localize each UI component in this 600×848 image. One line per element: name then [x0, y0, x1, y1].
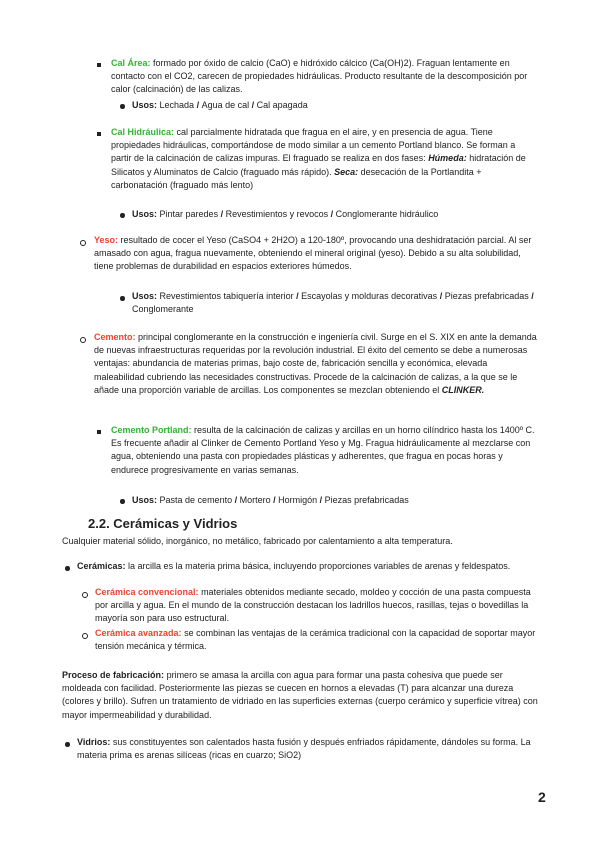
ceramicas-paragraph	[77, 560, 539, 573]
square-bullet-icon	[97, 430, 101, 434]
seca-text: desecación de la Portlandita + carbonatación (fraguado más lento)	[111, 166, 482, 190]
ring-bullet-icon	[80, 337, 86, 343]
avanzada-text: se combinan las ventajas de la cerámica tradicional con la capacidad de soportar mayor tensión mecánica y térmica.	[95, 628, 536, 652]
cal-hidraulica-paragraph	[111, 126, 536, 192]
proceso-term: Proceso de fabricación:	[62, 670, 165, 680]
vidrios-term: Vidrios:	[77, 737, 111, 747]
cal-hidraulica-usos: Usos: Pintar paredes / Revestimientos y revocos / Conglomerante hidráulico	[132, 209, 439, 219]
yeso-term: Yeso:	[94, 235, 119, 245]
square-bullet-icon	[97, 63, 101, 67]
cal-area-term: Cal Área:	[111, 58, 151, 68]
cal-area-usos: Usos: Lechada / Agua de cal / Cal apagada	[132, 100, 308, 110]
ceramicas-text: la arcilla es la materia prima básica, incluyendo proporciones variables de arenas y feldespatos.	[128, 561, 511, 571]
cal-hidraulica-text: cal parcialmente hidratada que fragua en el aire, y en presencia de agua. Tiene propiedades hidráulicas, comportándose de modo similar a un cemento Portland blanco. Se forman a partir de la calcinación de calizas impuras. El fraguado se realiza en dos fases:	[111, 127, 516, 164]
yeso-text: resultado de cocer el Yeso (CaSO4 + 2H2O) a 120-180º, provocando una deshidratación parcial. Al ser amasado con agua, fragua nuevamente, obteniendo el mineral original (yeso). Debido a su alta solubilidad, tiene problemas de durabilidad en espacios exteriores húmedos.	[94, 235, 532, 272]
dot-bullet-icon	[120, 213, 125, 218]
clinker-term: CLINKER.	[441, 384, 485, 395]
ring-bullet-icon	[82, 592, 88, 598]
portland-text: resulta de la calcinación de calizas y arcillas en un horno cilíndrico hasta los 1400º C. Es frecuente añadir al Clinker de Cemento Portland Yeso y Mg. Fragua hidráulicamente al mezclarse con agua, obteniendo una pasta con propiedades plásticas y adherentes, que fragua en pocas horas y endurece progresivamente en varias semanas.	[111, 425, 535, 475]
usos-label: Usos:	[132, 209, 158, 219]
page-number: 2	[538, 789, 546, 805]
dot-bullet-icon	[120, 499, 125, 504]
uso-item: Cal apagada	[256, 100, 308, 110]
cal-hidraulica-term: Cal Hidráulica:	[111, 127, 175, 137]
portland-usos: Usos: Pasta de cemento / Mortero / Hormigón / Piezas prefabricadas	[132, 495, 409, 505]
cemento-term: Cemento:	[94, 332, 136, 342]
ring-bullet-icon	[80, 240, 86, 246]
vidrios-paragraph	[77, 736, 539, 762]
section-heading: 2.2. Cerámicas y Vidrios	[88, 516, 238, 531]
dot-bullet-icon	[120, 104, 125, 109]
uso-item: Piezas prefabricadas	[324, 495, 409, 505]
dot-bullet-icon	[120, 296, 125, 301]
seca-label: Seca:	[334, 166, 359, 177]
humeda-label: Húmeda:	[428, 153, 467, 164]
uso-item: Conglomerante hidráulico	[335, 209, 439, 219]
cemento-text: principal conglomerante en la construcción e ingeniería civil. Surge en el S. XIX en ante la demanda de nuevas infraestructuras requeridas por la revolución industrial. El éxito del cemento se debe a numerosas ventajas: abundancia de materias primas, bajo coste de, fabricación sencilla y económica, elevada maleabilidad cubriendo las necesidades constructivas. Procede de la calcinación de calizas, a la que se le añade una proporción variable de arcillas. Los componentes se mezclan obteniendo el	[94, 332, 537, 395]
usos-label: Usos:	[132, 495, 158, 505]
ceramica-avanzada	[95, 627, 540, 653]
convencional-term: Cerámica convencional:	[95, 587, 199, 597]
convencional-text: materiales obtenidos mediante secado, moldeo y cocción de una pasta compuesta por arcilla y agua. En el mundo de la construcción destacan los ladrillos huecos, rasillas, tejas o bovedillas la mayoría son para uso estructural.	[95, 587, 531, 624]
uso-item: Mortero	[239, 495, 271, 505]
usos-label: Usos:	[132, 291, 158, 301]
usos-label: Usos:	[132, 100, 158, 110]
yeso-paragraph	[94, 234, 539, 274]
vidrios-text: sus constituyentes son calentados hasta fusión y después enfriados rápidamente, dándoles su forma. La materia prima es arenas silíceas (ricas en cuarzo; SiO2)	[77, 737, 531, 761]
cemento-paragraph	[94, 331, 539, 397]
uso-item: Escayolas y molduras decorativas	[301, 291, 438, 301]
ceramicas-term: Cerámicas:	[77, 561, 126, 571]
cal-area-text: formado por óxido de calcio (CaO) e hidróxido cálcico (Ca(OH)2). Fraguan lentamente en contacto con el CO2, carecen de propiedades hidráulicas. Producto resultante de la descomposición por calor (calcinación) de las calizas.	[111, 58, 528, 95]
humeda-text: hidratación de Silicatos y Aluminatos de Calcio (fraguado más rápido).	[111, 153, 526, 177]
avanzada-term: Cerámica avanzada:	[95, 628, 182, 638]
yeso-usos: Usos: Revestimientos tabiquería interior / Escayolas y molduras decorativas / Piezas prefabricadas / Conglomerante	[132, 291, 534, 315]
uso-item: Lechada	[159, 100, 195, 110]
dot-bullet-icon	[65, 742, 70, 747]
uso-item: Revestimientos y revocos	[225, 209, 329, 219]
uso-item: Agua de cal	[201, 100, 250, 110]
ring-bullet-icon	[82, 633, 88, 639]
section-intro: Cualquier material sólido, inorgánico, no metálico, fabricado por calentamiento a alta temperatura.	[62, 536, 453, 546]
portland-term: Cemento Portland:	[111, 425, 192, 435]
cal-area-paragraph	[111, 57, 531, 97]
square-bullet-icon	[97, 132, 101, 136]
uso-item: Conglomerante	[132, 304, 194, 315]
uso-item: Pintar paredes	[159, 209, 219, 219]
portland-paragraph	[111, 424, 539, 477]
proceso-text: primero se amasa la arcilla con agua para formar una pasta cohesiva que puede ser moldeada con facilidad. Posteriormente las piezas se cuecen en hornos a elevadas (T) para alcanzar una dureza (colores y brillo). Sufren un tratamiento de vidriado en las superficies externas (cuerpo cerámico y superficie vítrea) con mayor impermeabilidad y durabilidad.	[62, 670, 538, 720]
ceramica-convencional	[95, 586, 540, 626]
uso-item: Piezas prefabricadas	[444, 291, 529, 301]
uso-item: Revestimientos tabiquería interior	[159, 291, 294, 301]
dot-bullet-icon	[65, 566, 70, 571]
uso-item: Hormigón	[278, 495, 318, 505]
uso-item: Pasta de cemento	[159, 495, 233, 505]
proceso-paragraph	[62, 669, 540, 722]
